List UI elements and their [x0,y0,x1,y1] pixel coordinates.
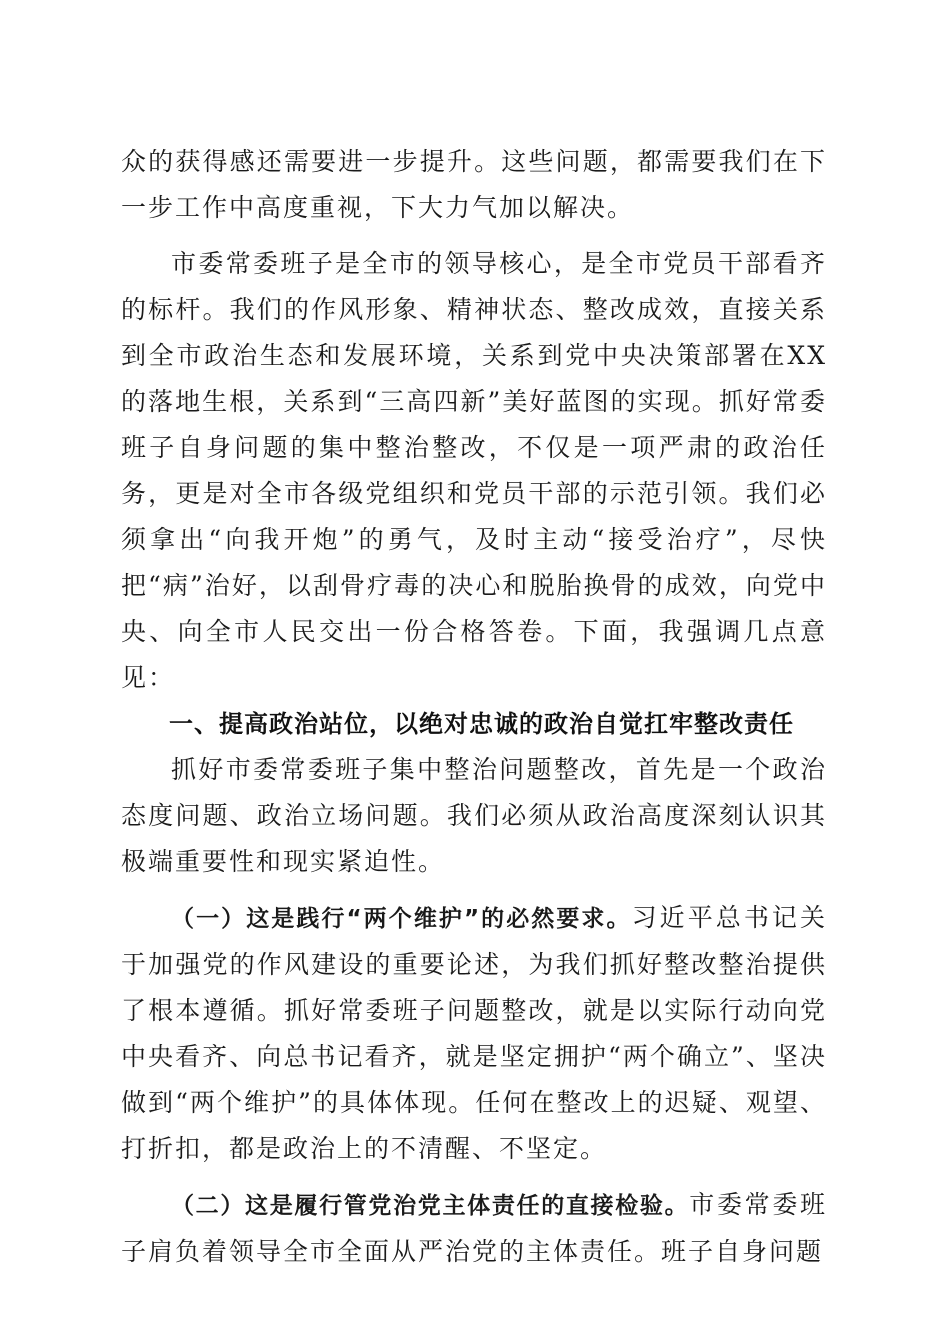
subheading-lead-1: （一）这是践行“两个维护”的必然要求。 [171,906,632,932]
subheading-lead-2: （二）这是履行管党治党主体责任的直接检验。 [171,1193,690,1219]
section-heading-1: 一、提高政治站位，以绝对忠诚的政治自觉扛牢整改责任 [169,710,794,738]
paragraph-political-stance: 抓好市委常委班子集中整治问题整改，首先是一个政治态度问题、政治立场问题。我们必须从政治高度深刻认识其极端重要性和现实紧迫性。 [121,755,827,876]
document-body [121,139,827,1275]
paragraph-continued: 众的获得感还需要进一步提升。这些问题，都需要我们在下一步工作中高度重视，下大力气加以解决。 [121,147,827,222]
paragraph-gap [121,1172,827,1182]
paragraph-leadership-core: 市委常委班子是全市的领导核心，是全市党员干部看齐的标杆。我们的作风形象、精神状态、整改成效，直接关系到全市政治生态和发展环境，关系到党中央决策部署在XX的落地生根，关系到“三高四新”美好蓝图的实现。抓好常委班子自身问题的集中整治整改，不仅是一项严肃的政治任务，更是对全市各级党组织和党员干部的示范引领。我们必须拿出“向我开炮”的勇气，及时主动“接受治疗”，尽快把“病”治好，以刮骨疗毒的决心和脱胎换骨的成效，向党中央、向全市人民交出一份合格答卷。下面，我强调几点意见： [121,249,827,692]
paragraph-body-2: 市委常委班子肩负着领导全市全面从严治党的主体责任。班子自身问题 [121,1190,827,1266]
paragraph-two-safeguards [121,895,827,1172]
paragraph-body-1: 习近平总书记关于加强党的作风建设的重要论述，为我们抓好整改整治提供了根本遵循。抓好常委班子问题整改，就是以实际行动向党中央看齐、向总书记看齐，就是坚定拥护“两个确立”、坚决做到“两个维护”的具体体现。任何在整改上的迟疑、观望、打折扣，都是政治上的不清醒、不坚定。 [121,903,827,1163]
paragraph-responsibility [121,1182,827,1275]
paragraph-gap [121,231,827,241]
paragraph-gap [121,885,827,895]
